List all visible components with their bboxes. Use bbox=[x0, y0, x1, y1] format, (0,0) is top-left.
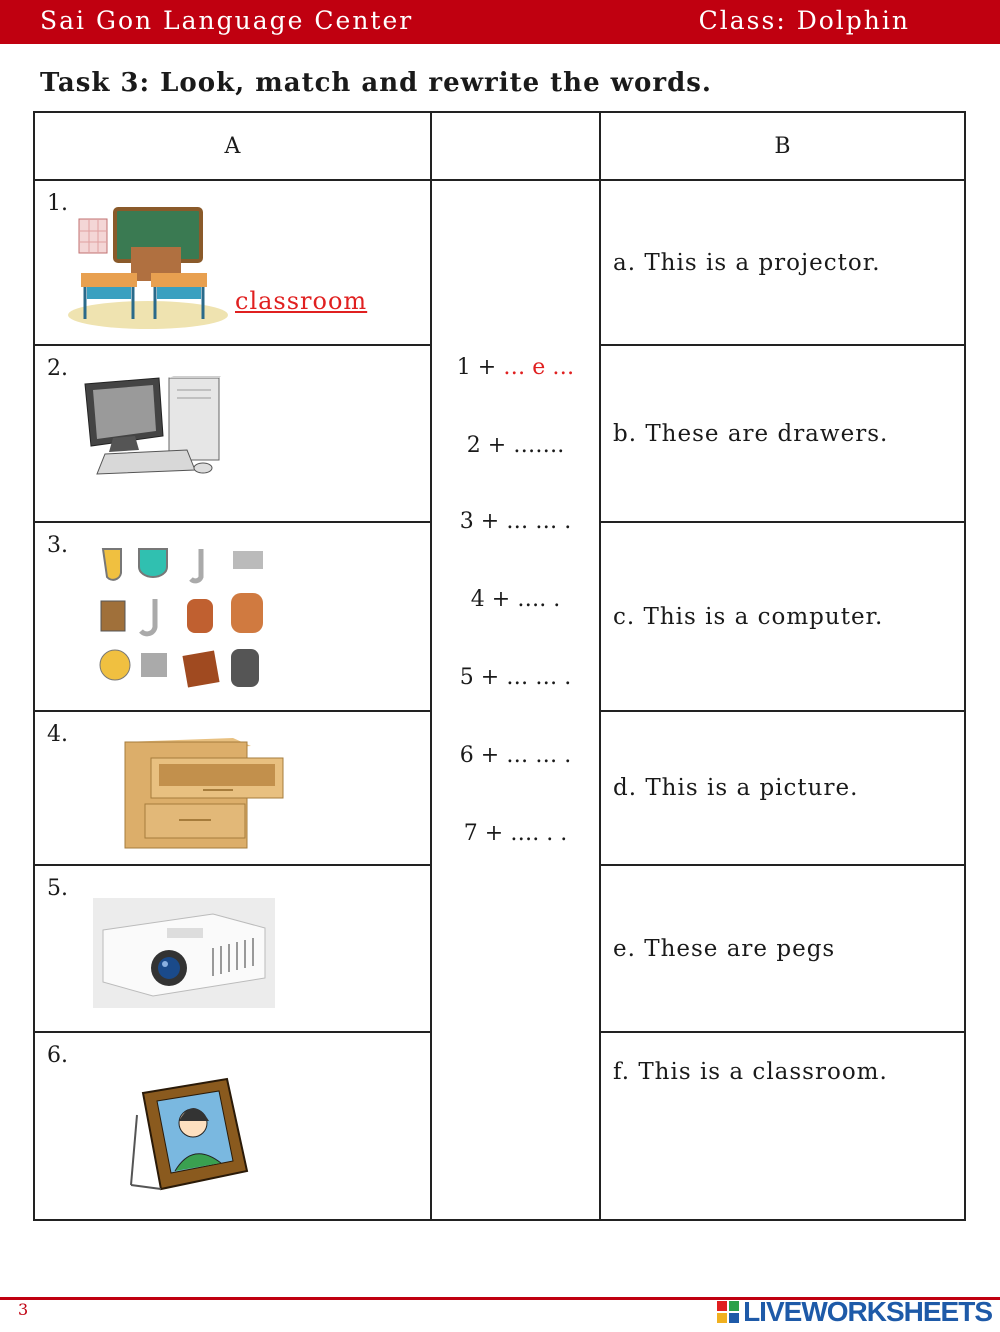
task-title: Task 3: Look, match and rewrite the words. bbox=[40, 68, 712, 98]
match-6[interactable]: 6 + … … . bbox=[459, 743, 572, 768]
classroom-icon bbox=[63, 207, 233, 329]
row-b-e: e. These are pegs bbox=[600, 865, 965, 1032]
brand-name: LIVEWORKSHEETS bbox=[743, 1296, 992, 1327]
row-a-2 bbox=[34, 345, 431, 522]
match-6-value[interactable]: … … . bbox=[506, 743, 572, 768]
matching-table bbox=[33, 111, 966, 1221]
computer-icon bbox=[83, 376, 225, 478]
item-number: 2. bbox=[47, 356, 68, 381]
match-2-value[interactable]: ……. bbox=[513, 433, 565, 458]
match-5[interactable]: 5 + … … . bbox=[459, 665, 572, 690]
liveworksheets-icon bbox=[717, 1301, 739, 1323]
match-3-value[interactable]: … … . bbox=[506, 509, 572, 534]
projector-icon bbox=[93, 898, 275, 1008]
row-b-b: b. These are drawers. bbox=[600, 345, 965, 522]
match-5-value[interactable]: … … . bbox=[506, 665, 572, 690]
match-7-value[interactable]: …. . . bbox=[510, 821, 568, 846]
answer-word[interactable]: classroom bbox=[235, 287, 368, 315]
match-4[interactable]: 4 + …. . bbox=[470, 587, 561, 612]
match-2[interactable]: 2 + ……. bbox=[466, 433, 565, 458]
class-label: Class: Dolphin bbox=[698, 6, 910, 35]
match-column bbox=[431, 180, 600, 1220]
match-1[interactable]: 1 + … e … bbox=[456, 355, 575, 380]
header-bar bbox=[0, 0, 1000, 44]
row-b-d: d. This is a picture. bbox=[600, 711, 965, 865]
column-a-header: A bbox=[34, 112, 431, 180]
center-name: Sai Gon Language Center bbox=[40, 6, 414, 35]
match-1-value[interactable]: … e … bbox=[503, 355, 575, 380]
row-a-5 bbox=[34, 865, 431, 1032]
row-a-1 bbox=[34, 180, 431, 345]
match-4-value[interactable]: …. . bbox=[517, 587, 561, 612]
column-mid-header bbox=[431, 112, 600, 180]
item-number: 4. bbox=[47, 722, 68, 747]
item-number: 1. bbox=[47, 191, 68, 216]
row-a-3 bbox=[34, 522, 431, 711]
match-7[interactable]: 7 + …. . . bbox=[463, 821, 568, 846]
liveworksheets-logo bbox=[717, 1296, 992, 1328]
row-a-6 bbox=[34, 1032, 431, 1220]
row-a-4 bbox=[34, 711, 431, 865]
drawers-icon bbox=[123, 734, 287, 854]
item-number: 5. bbox=[47, 876, 68, 901]
page-number: 3 bbox=[18, 1300, 29, 1319]
item-number: 6. bbox=[47, 1043, 68, 1068]
match-3[interactable]: 3 + … … . bbox=[459, 509, 572, 534]
pegs-icon bbox=[99, 547, 271, 695]
column-b-header: B bbox=[600, 112, 965, 180]
picture-frame-icon bbox=[121, 1075, 251, 1195]
row-b-c: c. This is a computer. bbox=[600, 522, 965, 711]
row-b-f: f. This is a classroom. bbox=[600, 1032, 965, 1220]
item-number: 3. bbox=[47, 533, 68, 558]
row-b-a: a. This is a projector. bbox=[600, 180, 965, 345]
